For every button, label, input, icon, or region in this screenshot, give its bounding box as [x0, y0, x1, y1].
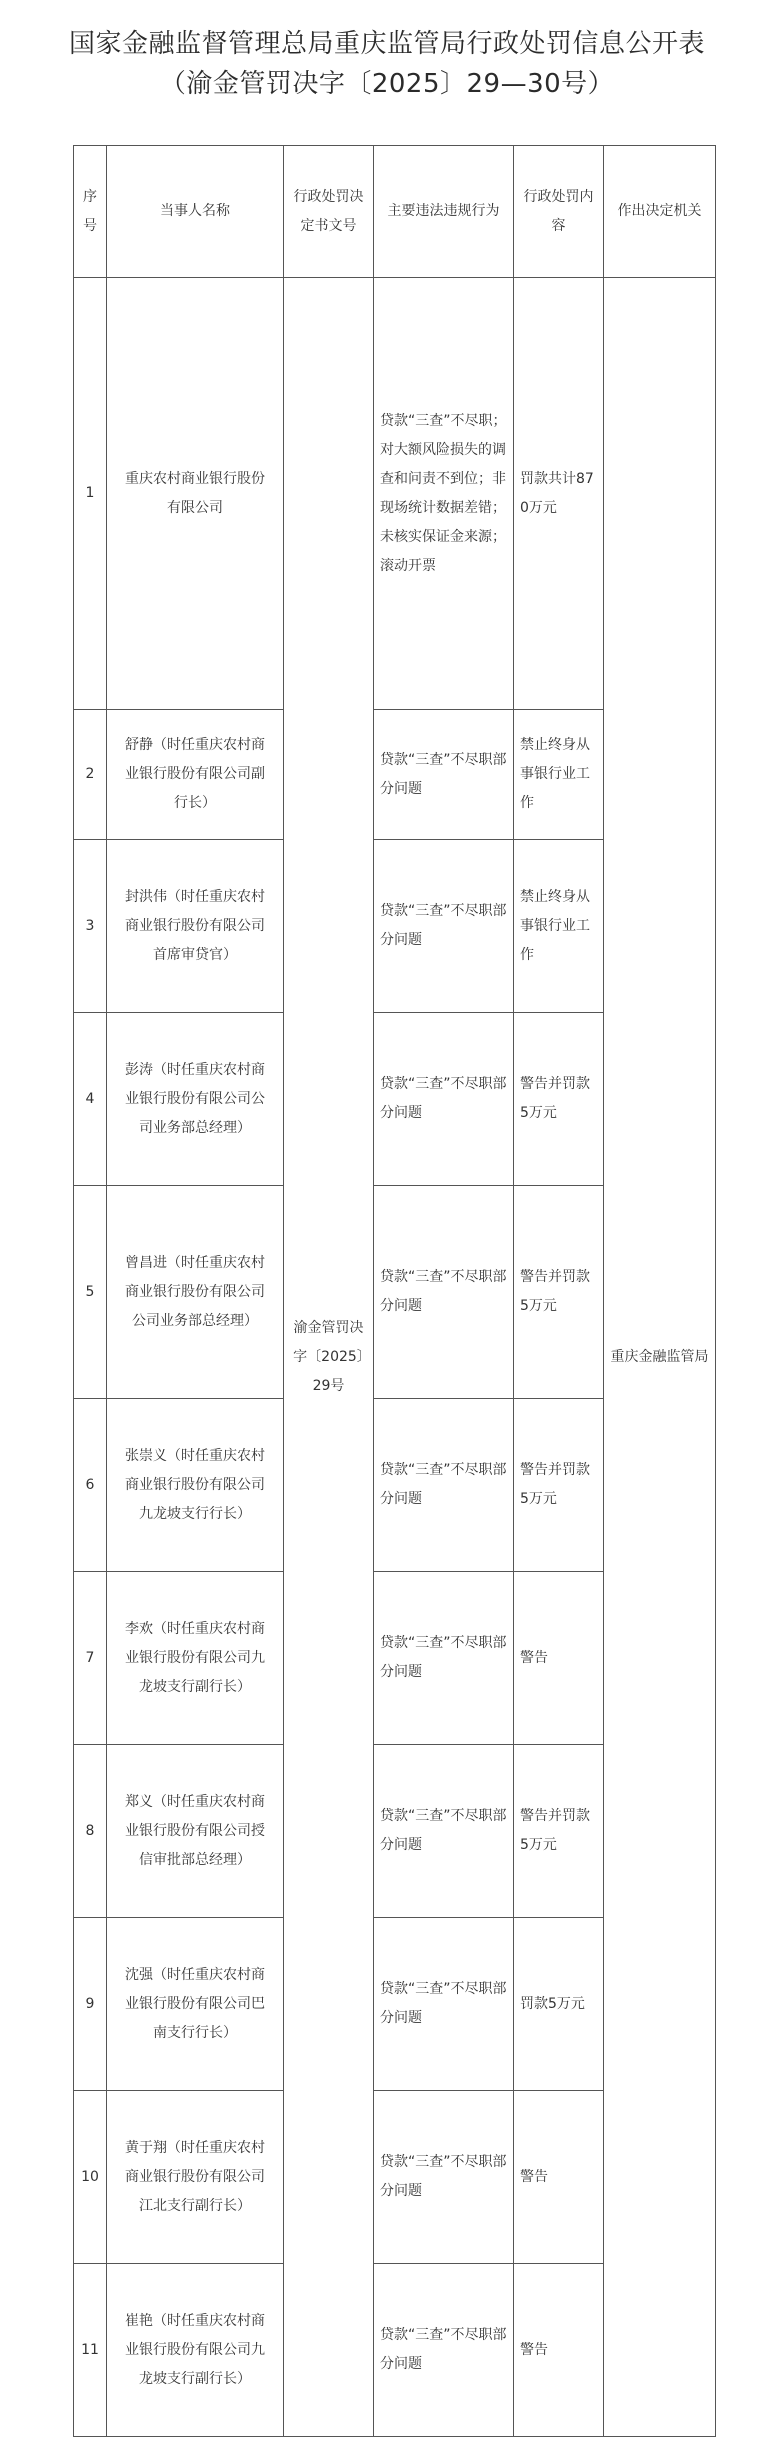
- cell-decision-no: 渝金管罚决字〔2025〕29号: [284, 278, 374, 2437]
- cell-penalty: 禁止终身从事银行业工作: [514, 710, 604, 840]
- cell-no: 5: [74, 1186, 107, 1399]
- cell-penalty: 罚款5万元: [514, 1918, 604, 2091]
- cell-penalty: 警告: [514, 2264, 604, 2437]
- cell-party: 重庆农村商业银行股份有限公司: [107, 278, 284, 710]
- cell-penalty: 警告并罚款5万元: [514, 1013, 604, 1186]
- cell-penalty: 罚款共计870万元: [514, 278, 604, 710]
- cell-no: 9: [74, 1918, 107, 2091]
- page-title: [0, 24, 774, 104]
- cell-no: 11: [74, 2264, 107, 2437]
- cell-no: 3: [74, 840, 107, 1013]
- cell-party: 郑义（时任重庆农村商业银行股份有限公司授信审批部总经理）: [107, 1745, 284, 1918]
- cell-penalty: 警告: [514, 1572, 604, 1745]
- cell-violation: 贷款“三查”不尽职部分问题: [374, 1399, 514, 1572]
- cell-authority: 重庆金融监管局: [604, 278, 716, 2437]
- header-violation: 主要违法违规行为: [374, 146, 514, 278]
- cell-violation: 贷款“三查”不尽职部分问题: [374, 1745, 514, 1918]
- cell-violation: 贷款“三查”不尽职；对大额风险损失的调查和问责不到位；非现场统计数据差错；未核实保证金来源；滚动开票: [374, 278, 514, 710]
- cell-violation: 贷款“三查”不尽职部分问题: [374, 2091, 514, 2264]
- title-line-2: （渝金管罚决字〔2025〕29—30号）: [159, 69, 615, 99]
- cell-party: 曾昌进（时任重庆农村商业银行股份有限公司公司业务部总经理）: [107, 1186, 284, 1399]
- cell-violation: 贷款“三查”不尽职部分问题: [374, 1186, 514, 1399]
- cell-no: 6: [74, 1399, 107, 1572]
- cell-penalty: 警告: [514, 2091, 604, 2264]
- cell-violation: 贷款“三查”不尽职部分问题: [374, 1013, 514, 1186]
- header-decision-no: 行政处罚决定书文号: [284, 146, 374, 278]
- title-line-1: 国家金融监督管理总局重庆监管局行政处罚信息公开表: [68, 29, 705, 59]
- cell-party: 李欢（时任重庆农村商业银行股份有限公司九龙坡支行副行长）: [107, 1572, 284, 1745]
- cell-no: 10: [74, 2091, 107, 2264]
- cell-party: 张崇义（时任重庆农村商业银行股份有限公司九龙坡支行行长）: [107, 1399, 284, 1572]
- cell-party: 封洪伟（时任重庆农村商业银行股份有限公司首席审贷官）: [107, 840, 284, 1013]
- cell-party: 崔艳（时任重庆农村商业银行股份有限公司九龙坡支行副行长）: [107, 2264, 284, 2437]
- penalty-table: [73, 145, 716, 2437]
- cell-no: 7: [74, 1572, 107, 1745]
- cell-party: 沈强（时任重庆农村商业银行股份有限公司巴南支行行长）: [107, 1918, 284, 2091]
- cell-violation: 贷款“三查”不尽职部分问题: [374, 1572, 514, 1745]
- cell-penalty: 警告并罚款5万元: [514, 1186, 604, 1399]
- header-party: 当事人名称: [107, 146, 284, 278]
- cell-no: 4: [74, 1013, 107, 1186]
- cell-penalty: 警告并罚款5万元: [514, 1399, 604, 1572]
- cell-party: 黄于翔（时任重庆农村商业银行股份有限公司江北支行副行长）: [107, 2091, 284, 2264]
- cell-violation: 贷款“三查”不尽职部分问题: [374, 840, 514, 1013]
- cell-violation: 贷款“三查”不尽职部分问题: [374, 2264, 514, 2437]
- header-authority: 作出决定机关: [604, 146, 716, 278]
- cell-party: 彭涛（时任重庆农村商业银行股份有限公司公司业务部总经理）: [107, 1013, 284, 1186]
- cell-penalty: 禁止终身从事银行业工作: [514, 840, 604, 1013]
- cell-violation: 贷款“三查”不尽职部分问题: [374, 1918, 514, 2091]
- table-row: [74, 278, 716, 710]
- cell-party: 舒静（时任重庆农村商业银行股份有限公司副行长）: [107, 710, 284, 840]
- table-header-row: [74, 146, 716, 278]
- cell-no: 2: [74, 710, 107, 840]
- cell-penalty: 警告并罚款5万元: [514, 1745, 604, 1918]
- cell-violation: 贷款“三查”不尽职部分问题: [374, 710, 514, 840]
- cell-no: 1: [74, 278, 107, 710]
- cell-no: 8: [74, 1745, 107, 1918]
- header-no: 序号: [74, 146, 107, 278]
- header-penalty: 行政处罚内容: [514, 146, 604, 278]
